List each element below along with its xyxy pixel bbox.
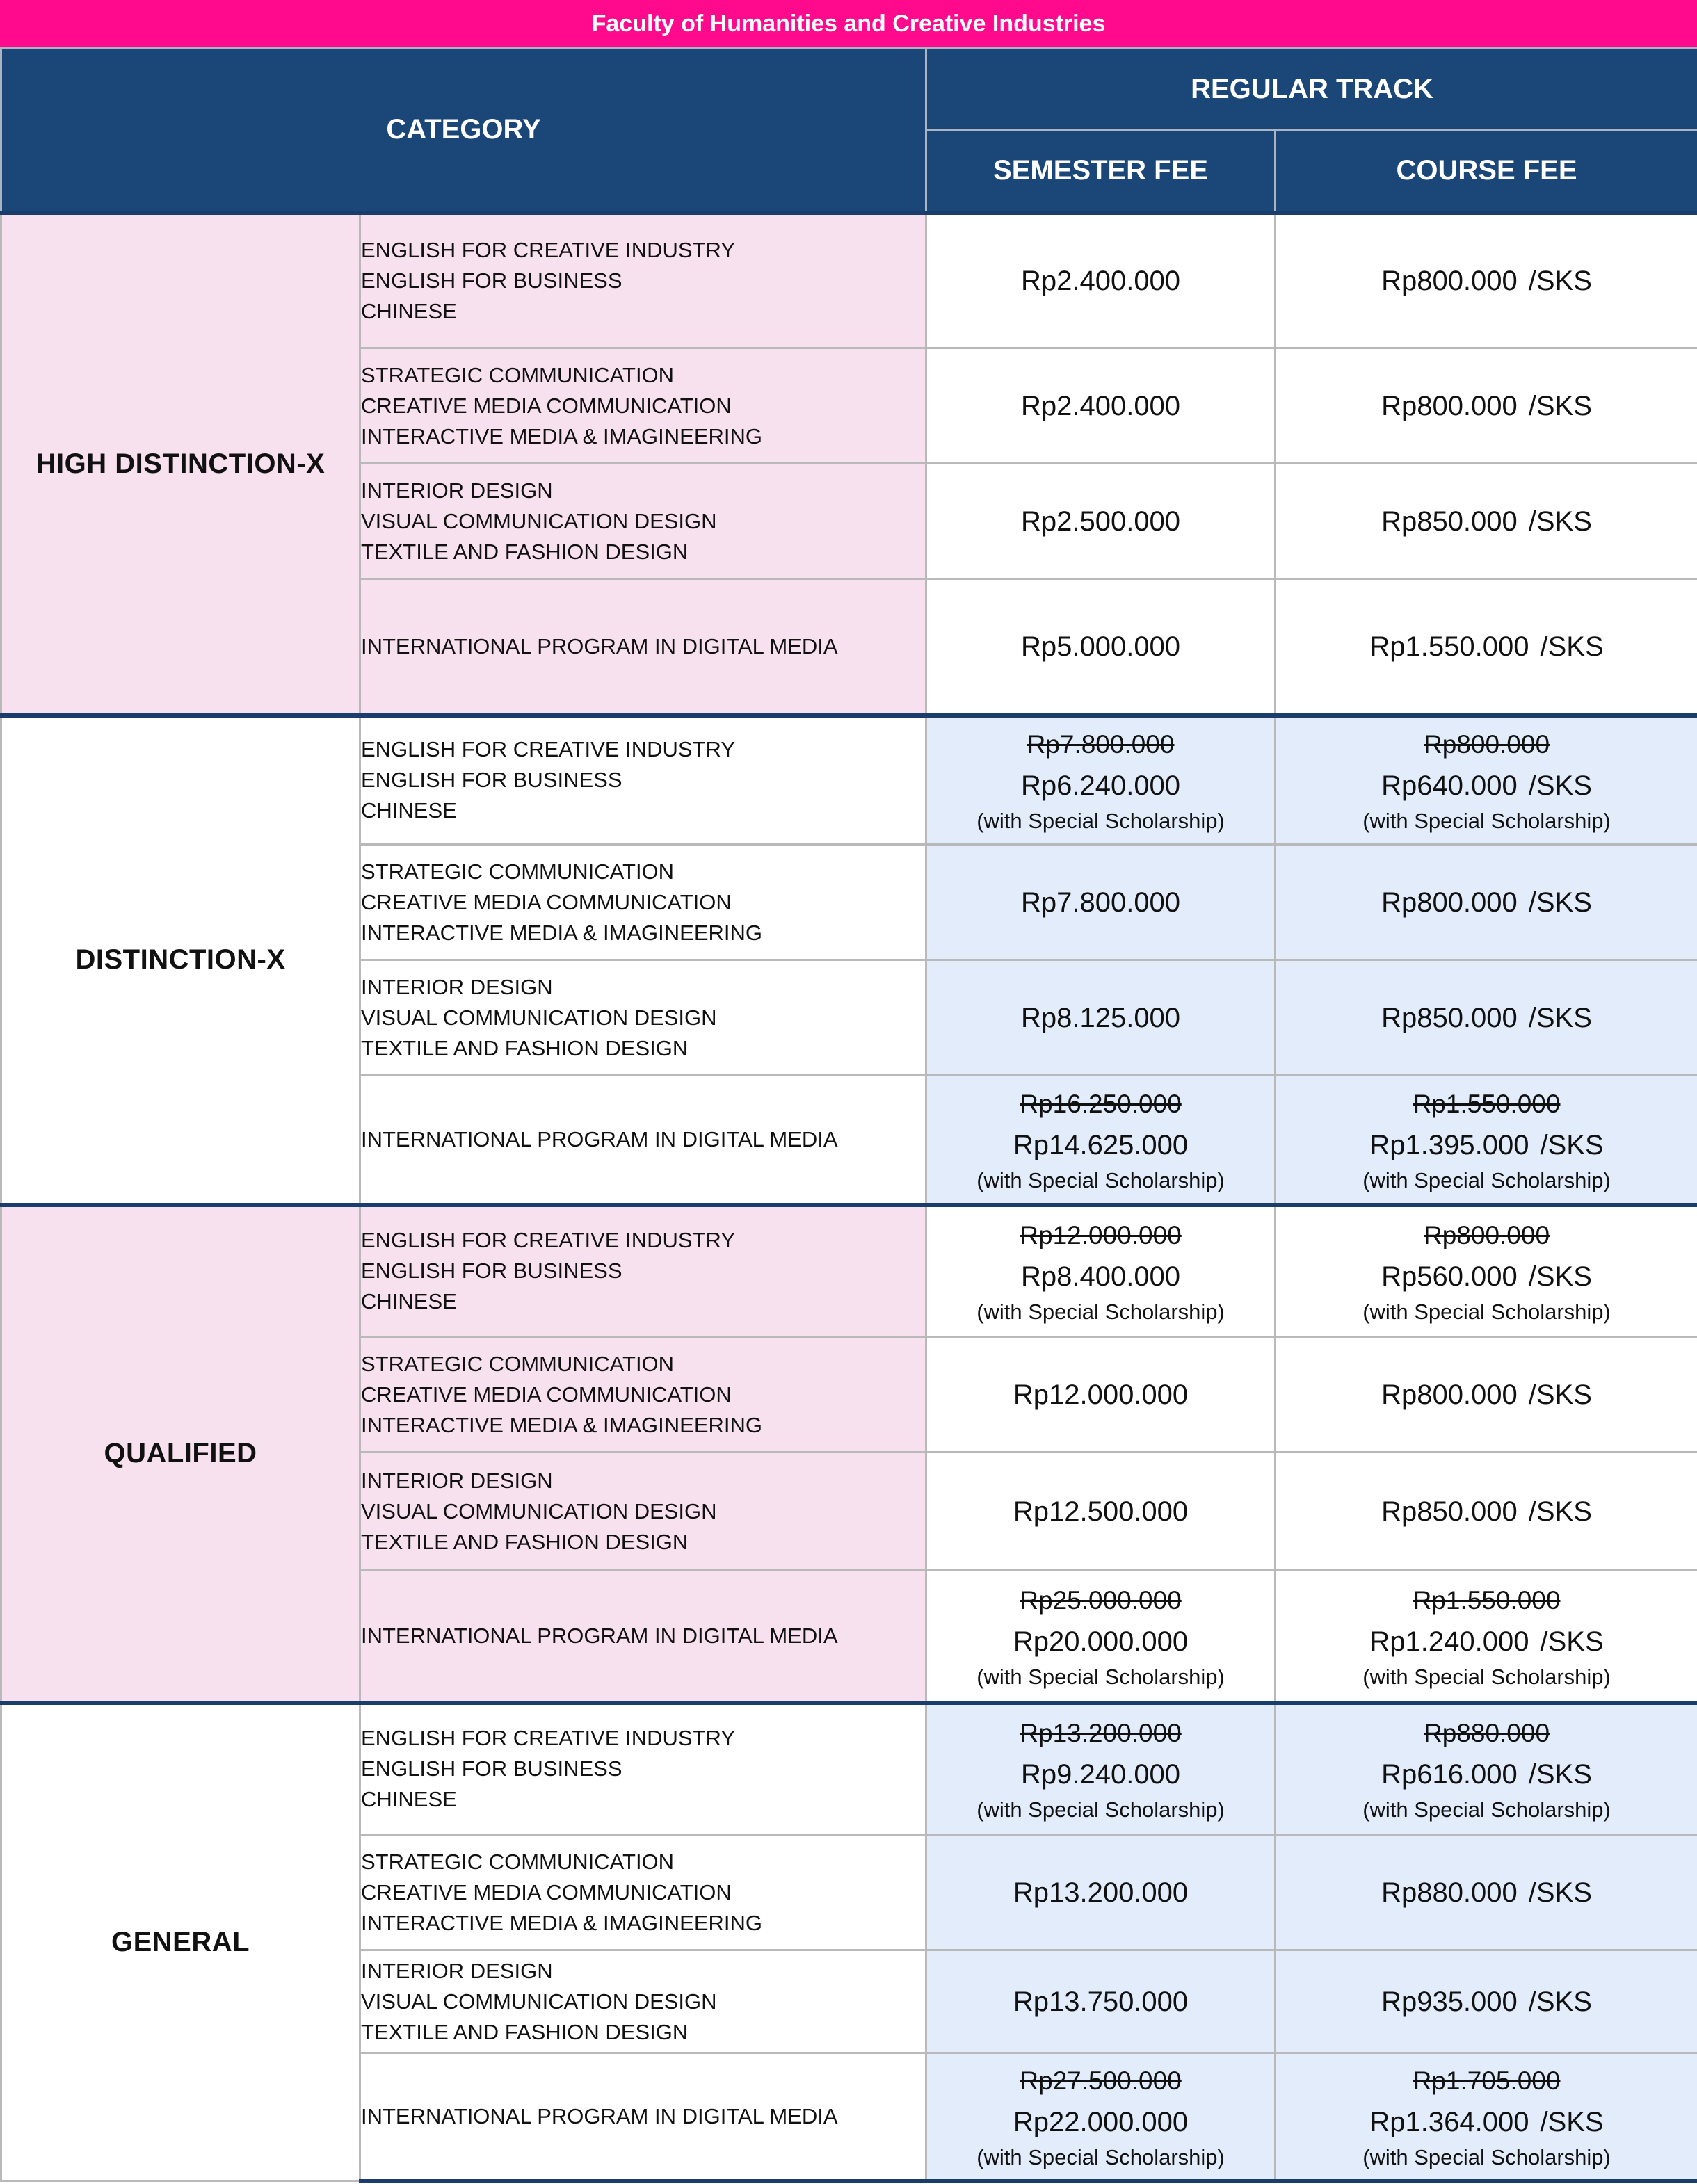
program-name: CHINESE xyxy=(361,798,457,823)
original-course-fee: Rp800.000 xyxy=(1423,1221,1550,1250)
fee-unit: /SKS xyxy=(1528,1261,1592,1293)
original-semester-fee: Rp27.500.000 xyxy=(1020,2066,1182,2095)
course-fee-cell xyxy=(1276,1703,1697,1835)
course-fee-cell xyxy=(1276,1571,1697,1703)
program-name: INTERNATIONAL PROGRAM IN DIGITAL MEDIA xyxy=(361,1126,838,1151)
course-fee-cell xyxy=(1276,464,1697,579)
course-fee-line xyxy=(1276,2101,1697,2144)
course-fee: Rp800.000 xyxy=(1381,265,1518,296)
semester-fee-cell xyxy=(926,464,1276,579)
semester-fee-cell xyxy=(926,579,1276,715)
semester-fee: Rp2.400.000 xyxy=(1020,390,1181,421)
fee-unit: /SKS xyxy=(1528,390,1592,421)
course-fee-line xyxy=(1276,881,1697,924)
program-list xyxy=(360,960,926,1076)
program-name: ENGLISH FOR CREATIVE INDUSTRY xyxy=(361,737,735,762)
course-fee-line xyxy=(1276,259,1697,302)
program-name: STRATEGIC COMMUNICATION xyxy=(361,1351,675,1376)
course-fee-line xyxy=(1276,1753,1697,1796)
course-fee: Rp935.000 xyxy=(1381,1986,1518,2017)
original-course-fee: Rp800.000 xyxy=(1423,730,1550,759)
fee-unit: /SKS xyxy=(1528,265,1592,296)
semester-fee-cell xyxy=(926,715,1276,845)
semester-fee: Rp12.500.000 xyxy=(1013,1496,1189,1527)
program-name: TEXTILE AND FASHION DESIGN xyxy=(361,539,689,564)
program-name: TEXTILE AND FASHION DESIGN xyxy=(361,2019,689,2044)
program-name: VISUAL COMMUNICATION DESIGN xyxy=(361,1005,717,1030)
program-name: STRATEGIC COMMUNICATION xyxy=(361,1849,675,1874)
semester-fee: Rp13.200.000 xyxy=(1013,1877,1189,1908)
scholarship-note: (with Special Scholarship) xyxy=(1362,809,1611,834)
semester-fee: Rp22.000.000 xyxy=(1013,2106,1189,2137)
table-header xyxy=(1,49,1697,213)
course-fee-cell xyxy=(1276,1453,1697,1571)
course-fee: Rp560.000 xyxy=(1381,1261,1518,1293)
course-fee-cell xyxy=(1276,1950,1697,2053)
program-list xyxy=(360,845,926,960)
fee-unit: /SKS xyxy=(1528,1496,1592,1527)
course-fee: Rp640.000 xyxy=(1381,770,1518,802)
course-fee: Rp850.000 xyxy=(1381,1496,1518,1527)
program-name: ENGLISH FOR CREATIVE INDUSTRY xyxy=(361,1228,735,1253)
program-name: INTERACTIVE MEDIA & IMAGINEERING xyxy=(361,423,763,448)
original-course-fee: Rp1.705.000 xyxy=(1413,2066,1561,2095)
fee-unit: /SKS xyxy=(1540,1129,1604,1160)
course-fee-cell xyxy=(1276,348,1697,464)
semester-fee-cell xyxy=(926,1076,1276,1205)
fee-unit: /SKS xyxy=(1528,887,1592,918)
program-name: CREATIVE MEDIA COMMUNICATION xyxy=(361,1382,732,1407)
program-name: INTERIOR DESIGN xyxy=(361,1468,553,1493)
program-list xyxy=(360,579,926,715)
semester-fee-cell xyxy=(926,1571,1276,1703)
program-name: TEXTILE AND FASHION DESIGN xyxy=(361,1529,689,1554)
course-fee-line xyxy=(1276,764,1697,807)
semester-fee-cell xyxy=(926,1950,1276,2053)
course-fee: Rp800.000 xyxy=(1381,887,1518,918)
fee-unit: /SKS xyxy=(1528,1759,1592,1790)
semester-fee: Rp5.000.000 xyxy=(1020,631,1181,662)
category-label: QUALIFIED xyxy=(1,1205,360,1703)
program-name: INTERIOR DESIGN xyxy=(361,974,553,999)
course-fee: Rp1.395.000 xyxy=(1369,1129,1529,1160)
semester-fee: Rp9.240.000 xyxy=(1020,1759,1181,1790)
program-list xyxy=(360,348,926,464)
program-name: ENGLISH FOR BUSINESS xyxy=(361,768,622,793)
program-list xyxy=(360,213,926,348)
fee-unit: /SKS xyxy=(1528,1877,1592,1908)
program-name: STRATEGIC COMMUNICATION xyxy=(361,859,675,884)
program-name: STRATEGIC COMMUNICATION xyxy=(361,362,675,387)
semester-fee-cell xyxy=(926,2053,1276,2181)
scholarship-note: (with Special Scholarship) xyxy=(976,1664,1225,1689)
semester-fee: Rp8.125.000 xyxy=(1020,1002,1181,1033)
scholarship-note: (with Special Scholarship) xyxy=(1362,2144,1611,2169)
category-label: GENERAL xyxy=(1,1703,360,2181)
course-fee: Rp850.000 xyxy=(1381,1002,1518,1033)
course-fee-header: COURSE FEE xyxy=(1276,131,1697,213)
program-list xyxy=(360,1205,926,1337)
regular-track-header: REGULAR TRACK xyxy=(926,49,1697,131)
semester-fee-cell xyxy=(926,348,1276,464)
semester-fee-cell xyxy=(926,1835,1276,1950)
course-fee-cell xyxy=(1276,1205,1697,1337)
program-name: INTERACTIVE MEDIA & IMAGINEERING xyxy=(361,1412,763,1437)
program-name: ENGLISH FOR CREATIVE INDUSTRY xyxy=(361,237,735,262)
course-fee-cell xyxy=(1276,2053,1697,2181)
course-fee-cell xyxy=(1276,579,1697,715)
fee-unit: /SKS xyxy=(1528,1379,1592,1410)
table-row xyxy=(1,1205,1697,1337)
fee-unit: /SKS xyxy=(1528,505,1592,537)
semester-fee-cell xyxy=(926,960,1276,1076)
table-row xyxy=(1,715,1697,845)
semester-fee: Rp12.000.000 xyxy=(1013,1379,1189,1410)
semester-fee-header: SEMESTER FEE xyxy=(926,131,1276,213)
fee-unit: /SKS xyxy=(1540,2106,1604,2137)
scholarship-note: (with Special Scholarship) xyxy=(976,809,1225,834)
category-group xyxy=(1,715,1697,1205)
program-name: INTERNATIONAL PROGRAM IN DIGITAL MEDIA xyxy=(361,633,838,658)
course-fee-line xyxy=(1276,1980,1697,2023)
course-fee: Rp880.000 xyxy=(1381,1877,1518,1908)
program-name: TEXTILE AND FASHION DESIGN xyxy=(361,1035,689,1060)
scholarship-note: (with Special Scholarship) xyxy=(1362,1300,1611,1325)
course-fee: Rp800.000 xyxy=(1381,1379,1518,1410)
course-fee-line xyxy=(1276,385,1697,428)
course-fee-line xyxy=(1276,625,1697,668)
fee-unit: /SKS xyxy=(1528,770,1592,802)
semester-fee: Rp2.500.000 xyxy=(1020,505,1181,537)
program-name: ENGLISH FOR BUSINESS xyxy=(361,268,622,293)
program-name: CHINESE xyxy=(361,1787,457,1812)
semester-fee-cell xyxy=(926,1205,1276,1337)
program-list xyxy=(360,1835,926,1950)
program-name: INTERIOR DESIGN xyxy=(361,1958,553,1983)
program-list xyxy=(360,464,926,579)
semester-fee: Rp7.800.000 xyxy=(1020,887,1181,918)
fee-unit: /SKS xyxy=(1540,1626,1604,1657)
course-fee-line xyxy=(1276,1124,1697,1167)
course-fee-cell xyxy=(1276,715,1697,845)
semester-fee-cell xyxy=(926,1337,1276,1453)
program-list xyxy=(360,1571,926,1703)
course-fee-line xyxy=(1276,1620,1697,1663)
course-fee: Rp800.000 xyxy=(1381,390,1518,421)
course-fee-line xyxy=(1276,500,1697,543)
program-list xyxy=(360,1703,926,1835)
original-course-fee: Rp880.000 xyxy=(1423,1719,1550,1748)
original-course-fee: Rp1.550.000 xyxy=(1413,1585,1561,1615)
semester-fee: Rp20.000.000 xyxy=(1013,1626,1189,1657)
original-semester-fee: Rp16.250.000 xyxy=(1020,1089,1182,1118)
original-semester-fee: Rp13.200.000 xyxy=(1020,1719,1182,1748)
scholarship-note: (with Special Scholarship) xyxy=(1362,1664,1611,1689)
course-fee-cell xyxy=(1276,960,1697,1076)
course-fee: Rp850.000 xyxy=(1381,505,1518,537)
program-name: CREATIVE MEDIA COMMUNICATION xyxy=(361,889,732,914)
semester-fee-cell xyxy=(926,1453,1276,1571)
category-header: CATEGORY xyxy=(1,49,926,213)
program-name: INTERACTIVE MEDIA & IMAGINEERING xyxy=(361,920,763,945)
program-name: ENGLISH FOR BUSINESS xyxy=(361,1756,622,1781)
fee-table xyxy=(0,47,1697,2183)
program-name: INTERNATIONAL PROGRAM IN DIGITAL MEDIA xyxy=(361,1623,838,1648)
course-fee-cell xyxy=(1276,1076,1697,1205)
program-list xyxy=(360,1076,926,1205)
course-fee-line xyxy=(1276,1871,1697,1914)
program-name: INTERACTIVE MEDIA & IMAGINEERING xyxy=(361,1910,763,1935)
category-label: HIGH DISTINCTION-X xyxy=(1,213,360,715)
program-list xyxy=(360,1337,926,1453)
program-list xyxy=(360,1453,926,1571)
program-name: VISUAL COMMUNICATION DESIGN xyxy=(361,1498,717,1523)
original-semester-fee: Rp25.000.000 xyxy=(1020,1585,1182,1615)
category-label: DISTINCTION-X xyxy=(1,715,360,1205)
fee-unit: /SKS xyxy=(1528,1002,1592,1033)
course-fee-cell xyxy=(1276,845,1697,960)
semester-fee: Rp13.750.000 xyxy=(1013,1986,1189,2017)
scholarship-note: (with Special Scholarship) xyxy=(976,1167,1225,1192)
program-name: VISUAL COMMUNICATION DESIGN xyxy=(361,1989,717,2014)
category-group xyxy=(1,1205,1697,1703)
program-name: INTERNATIONAL PROGRAM IN DIGITAL MEDIA xyxy=(361,2103,838,2128)
course-fee: Rp1.550.000 xyxy=(1369,631,1529,662)
program-name: ENGLISH FOR BUSINESS xyxy=(361,1259,622,1284)
table-row xyxy=(1,1703,1697,1835)
category-group xyxy=(1,1703,1697,2181)
course-fee-cell xyxy=(1276,1835,1697,1950)
fee-unit: /SKS xyxy=(1540,631,1604,662)
semester-fee: Rp6.240.000 xyxy=(1020,770,1181,802)
scholarship-note: (with Special Scholarship) xyxy=(976,2144,1225,2169)
scholarship-note: (with Special Scholarship) xyxy=(1362,1167,1611,1192)
course-fee: Rp1.240.000 xyxy=(1369,1626,1529,1657)
program-name: CHINESE xyxy=(361,1289,457,1314)
category-group xyxy=(1,213,1697,715)
scholarship-note: (with Special Scholarship) xyxy=(1362,1797,1611,1822)
program-list xyxy=(360,2053,926,2181)
course-fee-line xyxy=(1276,996,1697,1040)
course-fee-cell xyxy=(1276,1337,1697,1453)
course-fee-line xyxy=(1276,1255,1697,1298)
semester-fee-cell xyxy=(926,845,1276,960)
program-name: CHINESE xyxy=(361,298,457,323)
original-course-fee: Rp1.550.000 xyxy=(1413,1089,1561,1118)
semester-fee: Rp2.400.000 xyxy=(1020,265,1181,296)
semester-fee-cell xyxy=(926,1703,1276,1835)
program-name: VISUAL COMMUNICATION DESIGN xyxy=(361,508,717,533)
course-fee: Rp616.000 xyxy=(1381,1759,1518,1790)
program-name: CREATIVE MEDIA COMMUNICATION xyxy=(361,1879,732,1904)
semester-fee: Rp14.625.000 xyxy=(1013,1129,1189,1160)
fee-unit: /SKS xyxy=(1528,1986,1592,2017)
program-name: INTERIOR DESIGN xyxy=(361,478,553,503)
original-semester-fee: Rp12.000.000 xyxy=(1020,1221,1182,1250)
scholarship-note: (with Special Scholarship) xyxy=(976,1300,1225,1325)
scholarship-note: (with Special Scholarship) xyxy=(976,1797,1225,1822)
faculty-title: Faculty of Humanities and Creative Industries xyxy=(0,0,1697,47)
course-fee-cell xyxy=(1276,213,1697,348)
course-fee-line xyxy=(1276,1373,1697,1416)
program-name: CREATIVE MEDIA COMMUNICATION xyxy=(361,393,732,418)
table-row xyxy=(1,213,1697,348)
program-list xyxy=(360,1950,926,2053)
course-fee: Rp1.364.000 xyxy=(1369,2106,1529,2137)
semester-fee-cell xyxy=(926,213,1276,348)
semester-fee: Rp8.400.000 xyxy=(1020,1261,1181,1293)
program-name: ENGLISH FOR CREATIVE INDUSTRY xyxy=(361,1726,735,1751)
course-fee-line xyxy=(1276,1490,1697,1533)
original-semester-fee: Rp7.800.000 xyxy=(1027,730,1175,759)
program-list xyxy=(360,715,926,845)
